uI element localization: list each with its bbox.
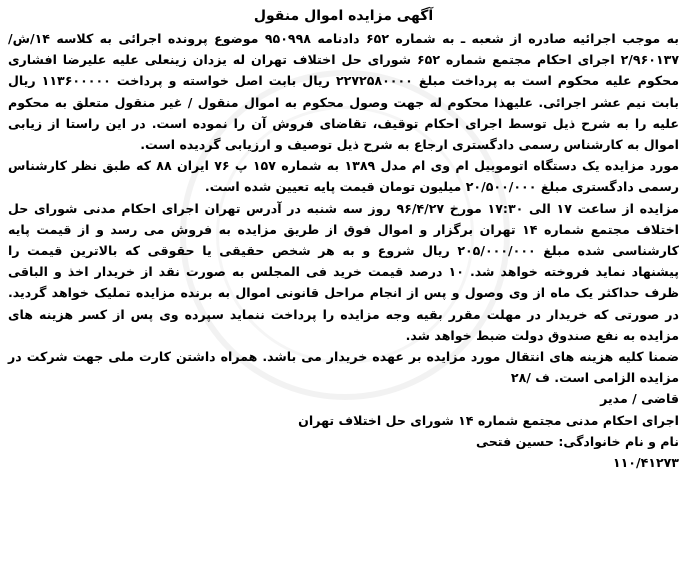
notice-title: آگهی مزایده اموال منقول xyxy=(253,8,434,24)
notice-code: ۱۱۰/۴۱۲۷۳ xyxy=(612,455,679,471)
signature-name: نام و نام خانوادگی: حسین فتحی xyxy=(475,433,679,449)
paragraph-auction-item: مورد مزایده یک دستگاه اتوموبیل ام وی ام مدل ۱۳۸۹ به شماره ۱۵۷ پ ۷۶ ایران ۸۸ که طبق نظر کارشناس رسمی دادگستری مبلغ ۲۰/۵۰۰/۰۰۰ میلیون تومان قیمت پایه تعیین شده است. xyxy=(8,158,680,195)
signature-office: اجرای احکام مدنی مجتمع شماره ۱۴ شورای حل اختلاف تهران xyxy=(298,412,679,428)
paragraph-execution-order: به موجب اجرائیه صادره از شعبه ـ به شماره ۶۵۲ دادنامه ۹۵۰۹۹۸ موضوع پرونده اجرائی به کلاسه ۱۴/ش/۲/۹۶۰۱۳۷ اجرای احکام مجتمع شماره ۶۵۲ شورای حل اختلاف تهران له یزدان زینعلی علیه علیرضا افشاری محکوم علیه محکوم است به پرداخت مبلغ ۲۲۷۲۵۸۰۰۰۰ ریال بابت اصل خواسته و پرداخت ۱۱۳۶۰۰۰۰۰ ریال بابت نیم عشر اجرائی. علیهذا محکوم له جهت وصول محکوم به اموال منقول / غیر منقول متعلق به محکوم علیه را به شرح ذیل توسط اجرای احکام توقیف، تقاضای فروش آن را نموده است. در این راستا از زیابی اموال به کارشناس رسمی دادگستری ارجاع به شرح ذیل توصیف و ارزیابی گردیده است. xyxy=(8,31,679,153)
signature-role: قاضی / مدیر xyxy=(600,391,679,407)
paragraph-auction-terms: مزایده از ساعت ۱۷ الی ۱۷:۳۰ مورخ ۹۶/۴/۲۷ روز سه شنبه در آدرس تهران اجرای احکام مدنی شورای حل اختلاف مجتمع شماره ۱۴ تهران برگزار و اموال فوق از طریق مزایده به فروش می رسد و از قیمت پایه کارشناسی شده مبلغ ۲۰۵/۰۰۰/۰۰۰ ریال شروع و به هر شخص حقیقی یا حقوقی که بالاترین قیمت را پیشنهاد نماید فروخته خواهد شد. ۱۰ درصد قیمت خرید فی المجلس به صورت نقد از خریدار اخذ و الباقی ظرف حداکثر یک ماه از وی وصول و پس از انجام مراحل قانونی اموال به برنده مزایده تملیک خواهد گردید. در صورتی که خریدار در مهلت مقرر بقیه وجه مزایده را پرداخت ننماید سپرده وی پس از کسر هزینه های مزایده به نفع صندوق دولت ضبط خواهد شد. xyxy=(8,200,680,343)
paragraph-costs: ضمنا کلیه هزینه های انتقال مورد مزایده بر عهده خریدار می باشد. همراه داشتن کارت ملی جهت شرکت در مزایده الزامی است. ف /۲۸ xyxy=(8,349,679,386)
